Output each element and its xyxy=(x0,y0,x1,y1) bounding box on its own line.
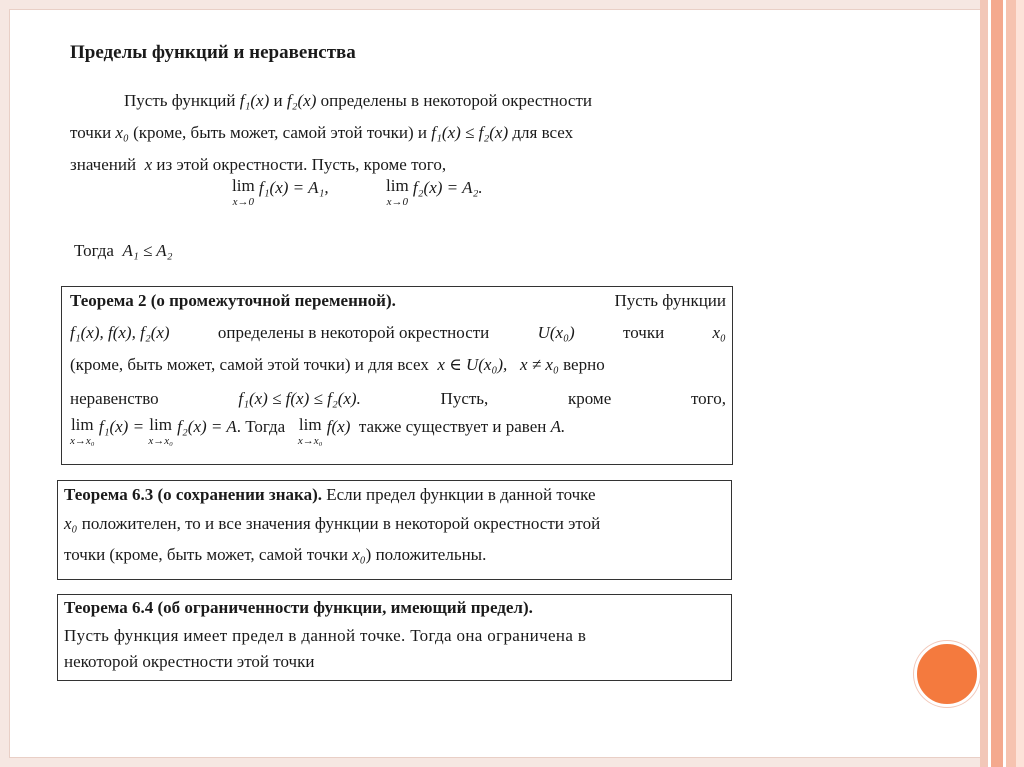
limit-1 xyxy=(232,178,329,210)
text: Пусть, xyxy=(440,389,489,408)
theorem-6-4-line-3 xyxy=(64,652,726,672)
theorem-2-line-3 xyxy=(70,355,726,375)
intro-paragraph xyxy=(70,85,730,181)
text: точки xyxy=(623,323,665,342)
theorem-6-3-box xyxy=(57,480,732,580)
theorem-2-line-4 xyxy=(70,389,726,409)
text: (кроме, быть может, самой этой точки) и xyxy=(133,123,428,142)
formula: x ≠ x₀ xyxy=(520,355,559,374)
formula: x xyxy=(144,155,153,174)
text: также существует и равен xyxy=(358,417,547,436)
text: верно xyxy=(563,355,605,374)
formula: f₂(x) xyxy=(286,91,317,110)
theorem-2-box xyxy=(61,286,733,465)
formula: f₂(x) = A xyxy=(177,417,237,436)
text: некоторой окрестности этой точки xyxy=(64,652,315,671)
text: (кроме, быть может, самой этой точки) и для всех xyxy=(70,355,429,374)
formula: f(x) xyxy=(326,417,351,436)
theorem-6-3-line-2 xyxy=(64,514,726,534)
text: неравенство xyxy=(70,389,159,408)
text: Пусть функция имеет предел в данной точке. Тогда она ограничена в xyxy=(64,626,587,645)
intro-line-2 xyxy=(70,117,730,149)
formula: A₁ ≤ A₂ xyxy=(122,241,173,260)
formula: f₁(x), f(x), f₂(x) xyxy=(70,323,170,342)
text: определены в некоторой окрестности xyxy=(217,323,490,342)
theorem-2-line-1 xyxy=(70,291,726,311)
formula: x₀ xyxy=(64,514,78,533)
formula: f₁(x) ≤ f(x) ≤ f₂(x). xyxy=(238,389,361,408)
formula: U(x₀) xyxy=(537,323,575,342)
theorem-heading: Теорема 2 (о промежуточной переменной). xyxy=(70,291,396,310)
conclusion-line xyxy=(74,241,173,261)
limit-2 xyxy=(386,178,483,210)
lim-operator: lim x→x₀ xyxy=(297,415,323,447)
formula: x ∈ U(x₀), xyxy=(437,355,508,374)
text: . Тогда xyxy=(236,417,286,436)
theorem-6-3-line-1 xyxy=(64,485,726,505)
theorem-6-4-line-1 xyxy=(64,598,726,618)
text: определены в некоторой окрестности xyxy=(320,91,592,110)
formula: x₀ xyxy=(115,123,129,142)
intro-line-1 xyxy=(70,85,730,117)
text: из этой окрестности. Пусть, кроме того, xyxy=(156,155,447,174)
text: Тогда xyxy=(74,241,114,260)
text: того, xyxy=(690,389,726,408)
text: для всех xyxy=(512,123,574,142)
formula: f₁(x) ≤ f₂(x) xyxy=(431,123,509,142)
text: Пусть функции xyxy=(614,291,726,310)
text: точки (кроме, быть может, самой точки xyxy=(64,545,348,564)
lim-operator: lim x→0 xyxy=(232,176,255,208)
text: ) положительны. xyxy=(365,545,487,564)
formula: f₁(x) = xyxy=(98,417,145,436)
formula: f₁(x) = A₁, xyxy=(258,178,329,197)
formula: x₀ xyxy=(712,323,726,342)
formula: x₀ xyxy=(352,545,366,564)
formula: f₂(x) = A₂. xyxy=(412,178,483,197)
lim-operator: lim x→x₀ xyxy=(148,415,173,447)
formula: f₁(x) xyxy=(239,91,270,110)
text: Пусть функций xyxy=(124,91,236,110)
formula: A. xyxy=(550,417,566,436)
theorem-heading: Теорема 6.3 (о сохранении знака). xyxy=(64,485,322,504)
text: точки xyxy=(70,123,112,142)
theorem-heading: Теорема 6.4 (об ограниченности функции, имеющий предел). xyxy=(64,598,533,617)
text: кроме xyxy=(568,389,612,408)
slide-title: Пределы функций и неравенства xyxy=(70,42,356,63)
theorem-6-3-line-3 xyxy=(64,545,726,565)
theorem-6-4-box xyxy=(57,594,732,681)
text: положителен, то и все значения функции в некоторой окрестности этой xyxy=(81,514,601,533)
lim-operator: lim x→x₀ xyxy=(70,415,95,447)
theorem-2-line-2 xyxy=(70,323,726,343)
theorem-2-line-5 xyxy=(70,417,726,449)
text: значений xyxy=(70,155,137,174)
lim-operator: lim x→0 xyxy=(386,176,409,208)
text: и xyxy=(273,91,283,110)
text: Если предел функции в данной точке xyxy=(326,485,596,504)
theorem-6-4-line-2 xyxy=(64,626,726,646)
